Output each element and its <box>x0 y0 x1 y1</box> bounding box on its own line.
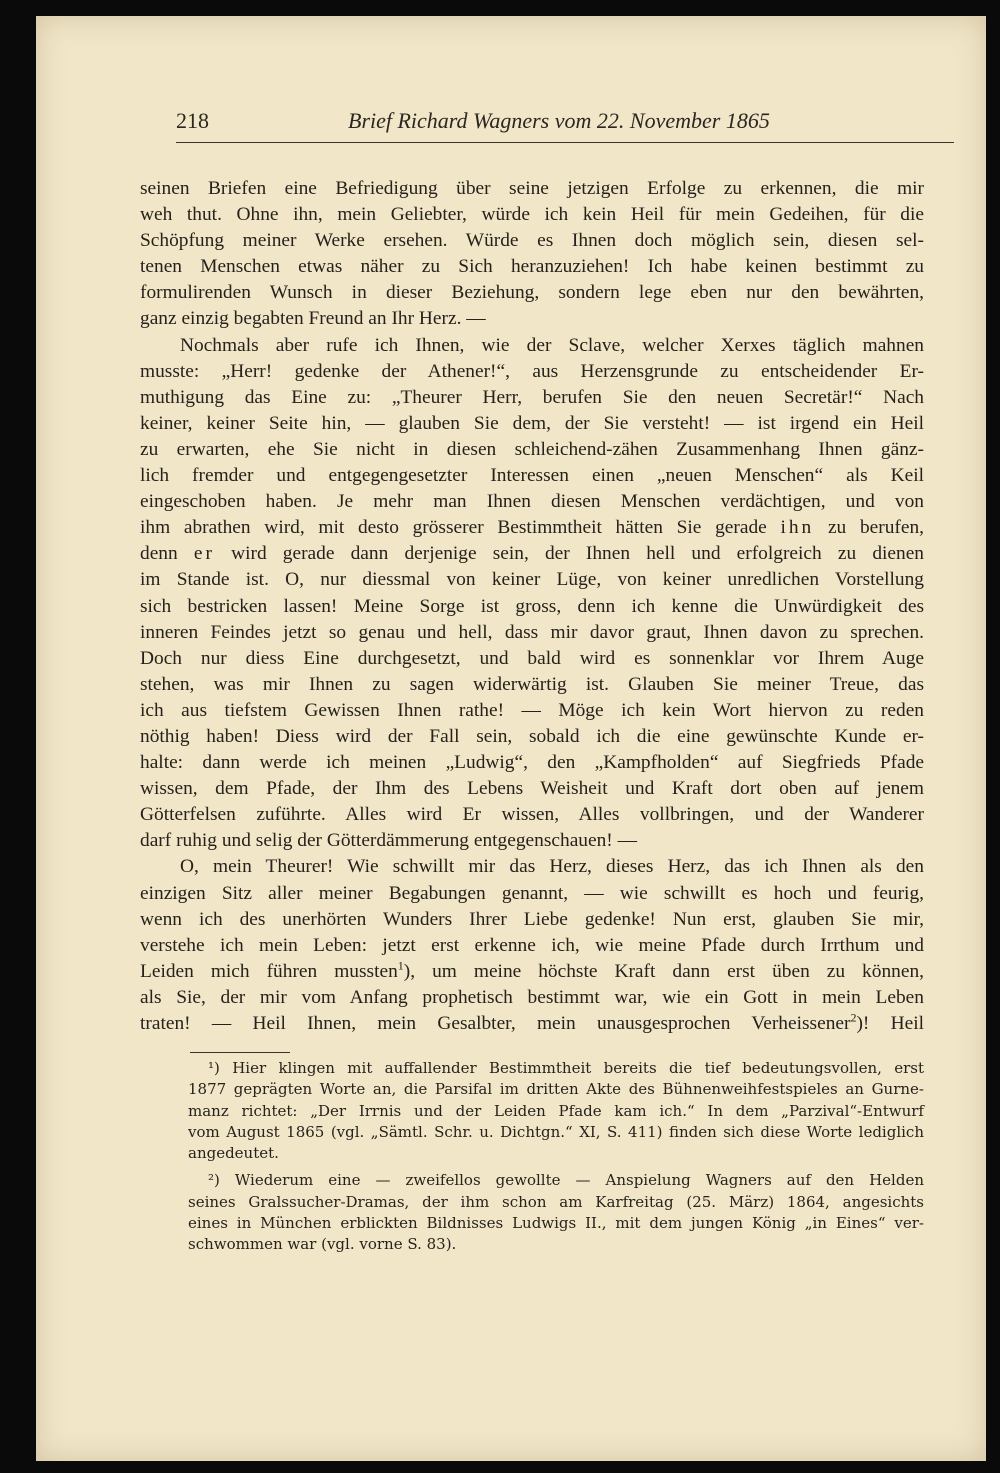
text-line: ich aus tiefstem Gewissen Ihnen rathe! — Möge ich kein Wort hiervon zu reden <box>140 699 924 721</box>
text-line: Nochmals aber rufe ich Ihnen, wie der Sclave, welcher Xerxes täglich mahnen <box>180 334 924 356</box>
footnote-line: eines in München erblickten Bildnisses Ludwigs II., mit dem jungen König „in Eines“ ver- <box>188 1214 924 1233</box>
text-line: musste: „Herr! gedenke der Athener!“, aus Herzensgrunde zu entscheidender Er- <box>140 360 924 382</box>
text-line: als Sie, der mir vom Anfang prophetisch bestimmt war, wie ein Gott in mein Leben <box>140 986 924 1008</box>
text-line: inneren Feindes jetzt so genau und hell, dass mir davor graut, Ihnen davon zu sprechen. <box>140 621 924 643</box>
footnote-line: 1877 geprägten Worte an, die Parsifal im dritten Akte des Bühnenweihfestspieles an Gurne- <box>188 1080 924 1099</box>
text-line: Schöpfung meiner Werke ersehen. Würde es Ihnen doch möglich sein, diesen sel- <box>140 230 924 252</box>
footnote-line: manz richtet: „Der Irrnis und der Leiden Pfade kam ich.“ In dem „Parzival“-Entwurf <box>188 1101 924 1120</box>
text-line: eingeschoben haben. Je mehr man Ihnen diesen Menschen verdächtigen, und von <box>140 491 924 513</box>
footnote-line: angedeutet. <box>188 1144 279 1163</box>
text-line: weh thut. Ohne ihn, mein Geliebter, würde ich kein Heil für mein Gedeihen, für die <box>140 204 924 226</box>
page-header <box>176 108 954 143</box>
footnote-line: schwommen war (vgl. vorne S. 83). <box>188 1235 457 1254</box>
text-line: sich bestricken lassen! Meine Sorge ist gross, denn ich kenne die Unwürdigkeit des <box>140 595 924 617</box>
text-line: wissen, dem Pfade, der Ihm des Lebens Weisheit und Kraft dort oben auf jenem <box>140 778 924 800</box>
footnotes <box>188 1058 924 1262</box>
text-line: O, mein Theurer! Wie schwillt mir das Herz, dieses Herz, das ich Ihnen als den <box>180 856 924 878</box>
text-line: ihm abrathen wird, mit desto grösserer Bestimmtheit hätten Sie gerade ihn zu berufen, <box>140 517 925 539</box>
footnote-2 <box>188 1170 924 1255</box>
text-line: Götterfelsen zuführte. Alles wird Er wissen, Alles vollbringen, und der Wanderer <box>140 804 924 826</box>
text-line: keiner, keiner Seite hin, — glauben Sie dem, der Sie versteht! — ist irgend ein Heil <box>140 412 924 434</box>
main-text <box>140 176 924 1037</box>
text-line: tenen Menschen etwas näher zu Sich heranzuziehen! Ich habe keinen bestimmt zu <box>140 256 924 278</box>
text-line: ganz einzig begabten Freund an Ihr Herz. — <box>140 308 486 330</box>
running-title: Brief Richard Wagners vom 22. November 1865 <box>348 108 770 133</box>
footnote-ref-2[interactable]: 2 <box>850 1010 857 1025</box>
footnote-1 <box>188 1058 924 1164</box>
text-line: stehen, was mir Ihnen zu sagen widerwärtig ist. Glauben Sie meiner Treue, das <box>140 673 924 695</box>
text-line: verstehe ich mein Leben: jetzt erst erkenne ich, wie meine Pfade durch Irrthum und <box>140 934 924 956</box>
text-line: einzigen Sitz aller meiner Begabungen genannt, — wie schwillt es hoch und feurig, <box>140 882 924 904</box>
text-line: traten! — Heil Ihnen, mein Gesalbter, mein unausgesprochen Verheissener$^2$)! Heil <box>140 1010 924 1034</box>
footnote-line: ²) Wiederum eine — zweifellos gewollte — Anspielung Wagners auf den Helden <box>208 1171 924 1190</box>
footnote-line: vom August 1865 (vgl. „Sämtl. Schr. u. Dichtgn.“ XI, S. 411) finden sich diese Worte lediglich <box>188 1122 924 1141</box>
text-line: nöthig haben! Diess wird der Fall sein, sobald ich die eine gewünschte Kunde er- <box>140 725 924 747</box>
footnote-ref-1[interactable]: 1 <box>397 958 404 973</box>
emphasis-er: er <box>193 543 215 565</box>
text-line: darf ruhig und selig der Götterdämmerung entgegenschauen! — <box>140 830 637 852</box>
text-line: zu erwarten, ehe Sie nicht in diesen schleichend-zähen Zusammenhang Ihnen gänz- <box>140 438 924 460</box>
footnote-line: ¹) Hier klingen mit auffallender Bestimmtheit bereits die tief bedeutungsvollen, erst <box>208 1059 924 1077</box>
emphasis-ihn: ihn <box>780 517 815 539</box>
text-line: wenn ich des unerhörten Wunders Ihrer Liebe gedenke! Nun erst, glauben Sie mir, <box>140 908 924 930</box>
text-line: lich fremder und entgegengesetzter Interessen einen „neuen Menschen“ als Keil <box>140 465 924 487</box>
footnote-separator <box>190 1052 290 1053</box>
text-line: im Stande ist. O, nur diessmal von keiner Lüge, von keiner unredlichen Vorstellung <box>140 569 924 591</box>
text-line: muthigung das Eine zu: „Theurer Herr, berufen Sie den neuen Secretär!“ Nach <box>140 386 924 408</box>
text-line: Leiden mich führen mussten$^1$), um meine höchste Kraft dann erst üben zu können, <box>140 958 924 982</box>
text-line: seinen Briefen eine Befriedigung über seine jetzigen Erfolge zu erkennen, die mir <box>140 178 924 199</box>
text-line: denn er wird gerade dann derjenige sein, der Ihnen hell und erfolgreich zu dienen <box>140 543 925 565</box>
text-line: Doch nur diess Eine durchgesetzt, und bald wird es sonnenklar vor Ihrem Auge <box>140 647 924 669</box>
text-line: formulirenden Wunsch in dieser Beziehung, sondern lege eben nur den bewährten, <box>140 282 924 304</box>
footnote-line: seines Gralssucher-Dramas, der ihm schon am Karfreitag (25. März) 1864, angesichts <box>188 1192 924 1211</box>
page-number: 218 <box>176 108 209 133</box>
text-line: halte: dann werde ich meinen „Ludwig“, den „Kampfholden“ auf Siegfrieds Pfade <box>140 752 924 774</box>
